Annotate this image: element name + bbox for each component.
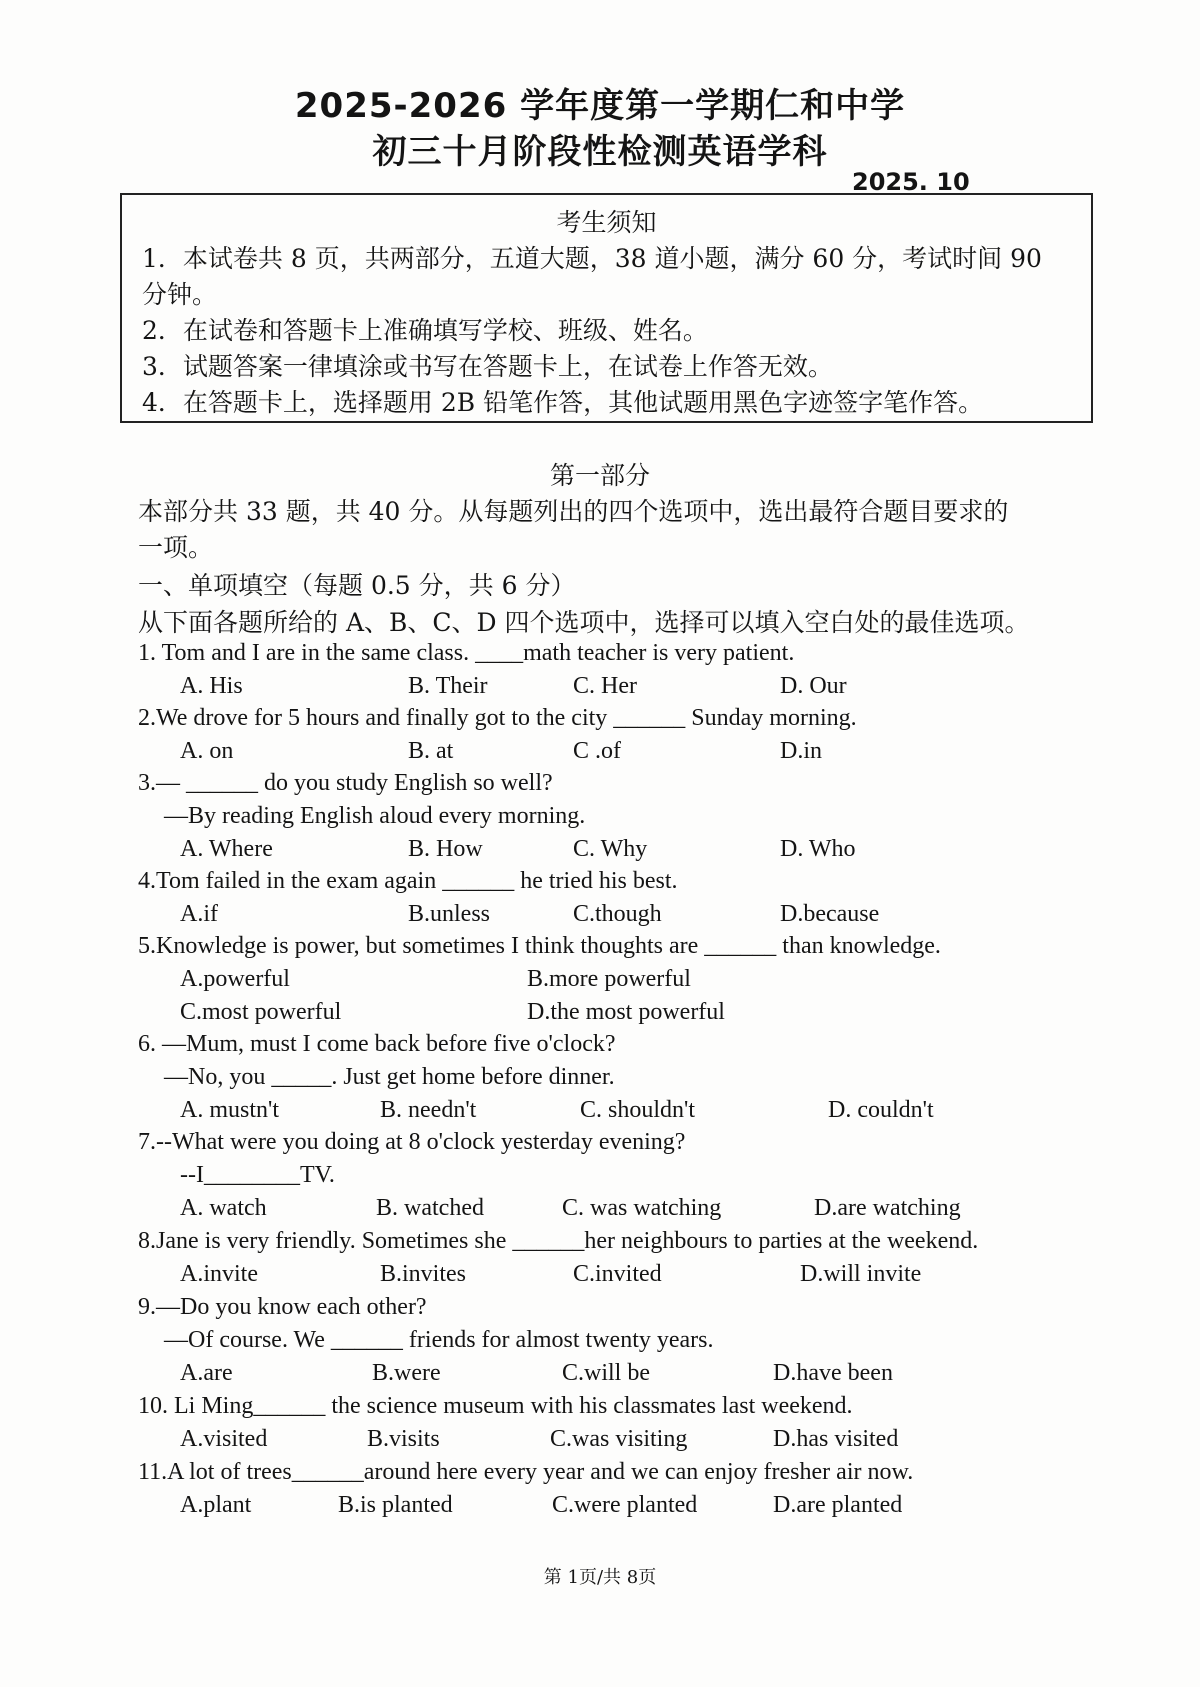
exam-title-line2: 初三十月阶段性检测英语学科 [372,132,828,172]
question-5-option-b: B.more powerful [527,966,691,992]
question-5-option-a: A.powerful [180,966,290,992]
exam-date: 2025. 10 [852,168,970,196]
question-3-option-a: A. Where [180,836,273,862]
question-2-stem: 2.We drove for 5 hours and finally got to the city ______ Sunday morning. [138,705,857,731]
question-8-option-b: B.invites [380,1261,467,1287]
question-2-option-a: A. on [180,738,234,764]
question-7-option-c: C. was watching [562,1195,722,1221]
question-1-option-d: D. Our [780,673,847,699]
question-4-stem: 4.Tom failed in the exam again ______ he tried his best. [138,868,678,894]
question-3-stem: 3.— ______ do you study English so well? [138,770,553,796]
notice-line-1: 1．本试卷共 8 页，共两部分，五道大题，38 道小题，满分 60 分，考试时间 90 [142,244,1042,273]
question-7-option-d: D.are watching [814,1195,961,1221]
question-6-option-b: B. needn't [380,1097,477,1123]
part1-title: 第一部分 [549,461,650,490]
question-6-answer-line: —No, you _____. Just get home before dinner. [164,1064,615,1090]
question-11-option-d: D.are planted [773,1492,903,1518]
question-4-option-b: B.unless [408,901,491,927]
notice-line-3: 2．在试卷和答题卡上准确填写学校、班级、姓名。 [142,316,708,345]
section-instruction: 从下面各题所给的 A、B、C、D 四个选项中，选择可以填入空白处的最佳选项。 [138,608,1030,637]
notice-line-2: 分钟。 [142,280,218,309]
question-11-stem: 11.A lot of trees______around here every year and we can enjoy fresher air now. [138,1459,914,1485]
question-10-option-a: A.visited [180,1426,268,1452]
page-number: 第 1页/共 8页 [543,1567,657,1588]
question-10-option-d: D.has visited [773,1426,899,1452]
question-7-option-b: B. watched [376,1195,484,1221]
question-6-option-d: D. couldn't [828,1097,934,1123]
question-1-option-b: B. Their [408,673,488,699]
question-5-option-d: D.the most powerful [527,999,725,1025]
question-6-option-c: C. shouldn't [580,1097,696,1123]
question-9-option-b: B.were [372,1360,441,1386]
exam-title-line1: 2025-2026 学年度第一学期仁和中学 [294,86,906,126]
section-heading: 一、单项填空（每题 0.5 分，共 6 分） [138,571,576,600]
question-8-option-a: A.invite [180,1261,258,1287]
question-3-option-b: B. How [408,836,483,862]
question-1-stem: 1. Tom and I are in the same class. ____math teacher is very patient. [138,640,795,666]
question-4-option-c: C.though [573,901,662,927]
question-2-option-c: C .of [573,738,621,764]
question-11-option-b: B.is planted [338,1492,453,1518]
question-8-option-c: C.invited [573,1261,662,1287]
notice-line-5: 4．在答题卡上，选择题用 2B 铅笔作答，其他试题用黑色字迹签字笔作答。 [142,388,984,417]
notice-box [120,193,1093,423]
question-11-option-a: A.plant [180,1492,252,1518]
question-10-option-c: C.was visiting [550,1426,688,1452]
part1-intro-line2: 一项。 [138,533,214,562]
question-3-answer-line: —By reading English aloud every morning. [164,803,586,829]
question-4-option-d: D.because [780,901,880,927]
question-6-option-a: A. mustn't [180,1097,279,1123]
question-1-option-c: C. Her [573,673,637,699]
question-5-stem: 5.Knowledge is power, but sometimes I think thoughts are ______ than knowledge. [138,933,941,959]
notice-line-4: 3．试题答案一律填涂或书写在答题卡上，在试卷上作答无效。 [142,352,833,381]
question-9-stem: 9.—Do you know each other? [138,1294,427,1320]
question-9-answer-line: —Of course. We ______ friends for almost twenty years. [164,1327,714,1353]
question-6-stem: 6. —Mum, must I come back before five o'clock? [138,1031,616,1057]
part1-intro-line1: 本部分共 33 题，共 40 分。从每题列出的四个选项中，选出最符合题目要求的 [138,497,1009,526]
question-11-option-c: C.were planted [552,1492,698,1518]
question-4-option-a: A.if [180,901,218,927]
question-7-option-a: A. watch [180,1195,267,1221]
question-9-option-a: A.are [180,1360,233,1386]
question-2-option-b: B. at [408,738,454,764]
question-2-option-d: D.in [780,738,822,764]
question-8-stem: 8.Jane is very friendly. Sometimes she ______her neighbours to parties at the weekend. [138,1228,979,1254]
notice-title: 考生须知 [556,208,657,237]
question-10-option-b: B.visits [367,1426,440,1452]
question-10-stem: 10. Li Ming______ the science museum with his classmates last weekend. [138,1393,853,1419]
question-7-stem: 7.--What were you doing at 8 o'clock yesterday evening? [138,1129,686,1155]
question-1-option-a: A. His [180,673,243,699]
question-7-answer-line: --I________TV. [180,1162,335,1188]
question-8-option-d: D.will invite [800,1261,922,1287]
question-5-option-c: C.most powerful [180,999,342,1025]
question-3-option-c: C. Why [573,836,648,862]
question-3-option-d: D. Who [780,836,856,862]
question-9-option-d: D.have been [773,1360,893,1386]
question-9-option-c: C.will be [562,1360,650,1386]
